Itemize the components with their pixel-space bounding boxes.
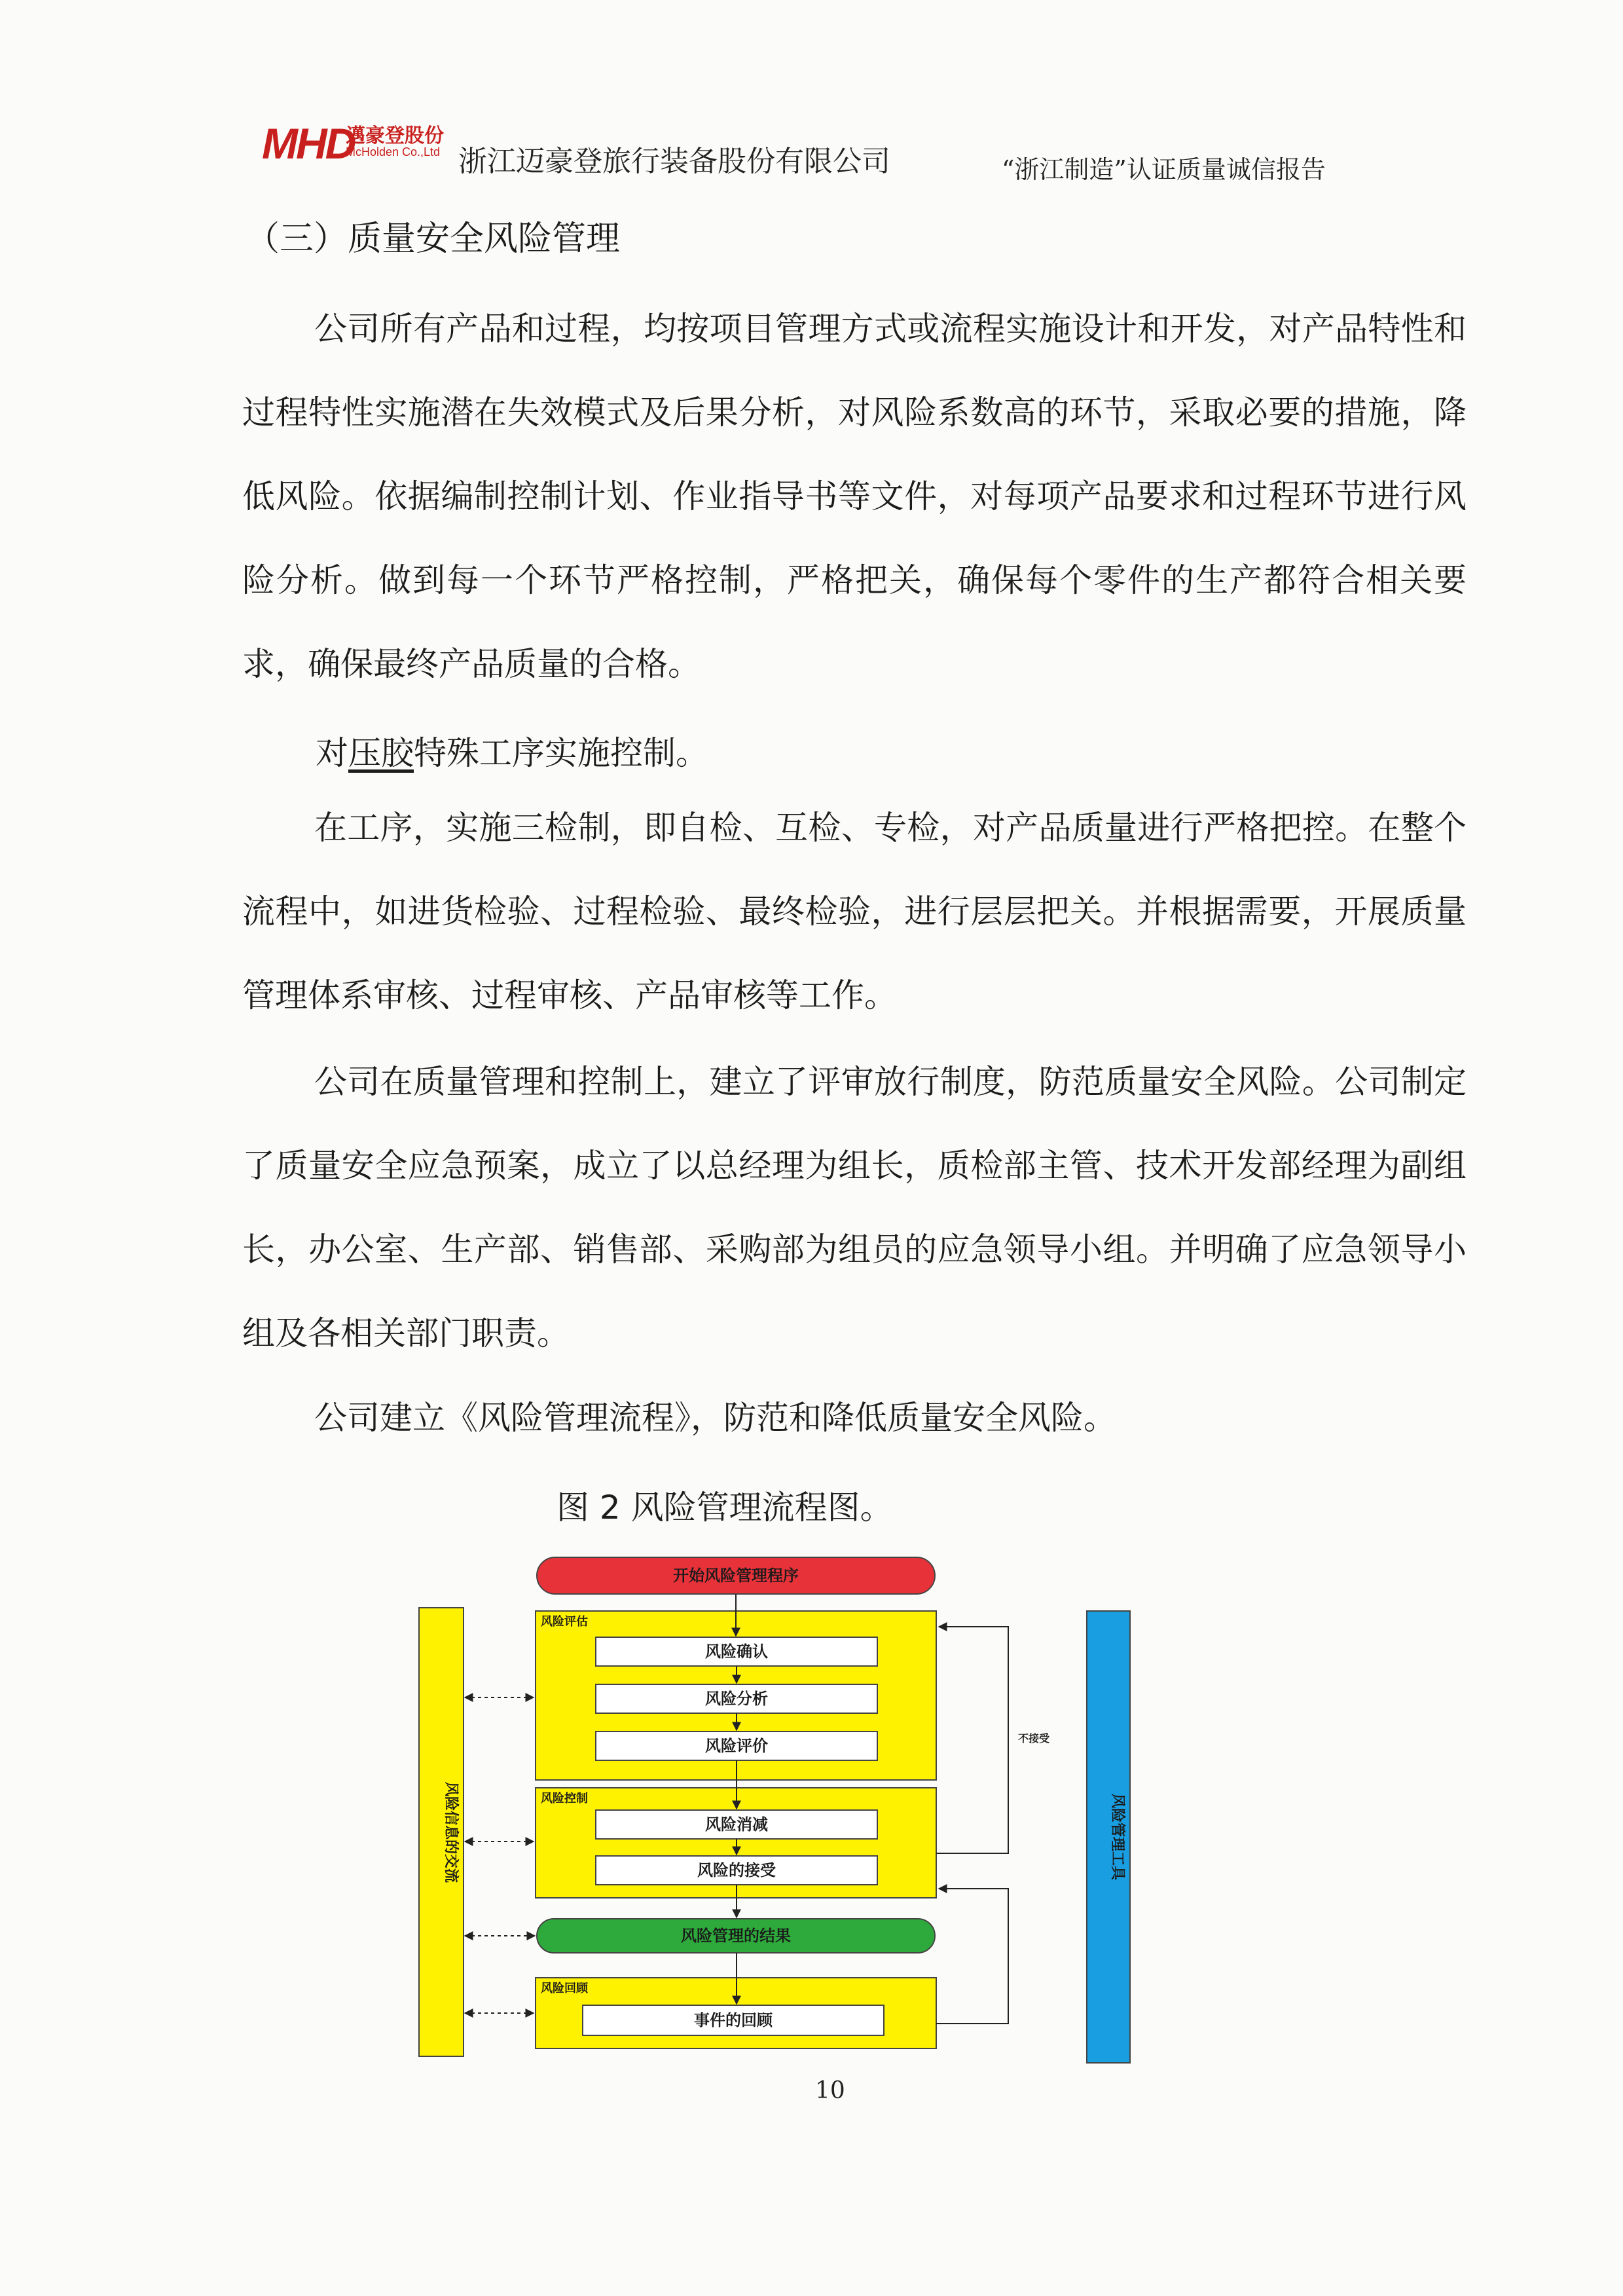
start-node-label: 开始风险管理程序 xyxy=(673,1566,799,1585)
paragraph-special-process-post: 特殊工序实施控制。 xyxy=(414,734,708,772)
paragraph-three-inspections: 在工序，实施三检制，即自检、互检、专检，对产品质量进行严格把控。在整个流程中，如进货检验、过程检验、最终检验，进行层层把关。并根据需要，开展质量管理体系审核、过程审核、产品审核等工作。 xyxy=(242,809,1467,1014)
risk-management-flowchart xyxy=(393,1546,1244,2083)
pressing-glue-term: 压胶 xyxy=(348,734,414,772)
logo-english-name: McHolden Co.,Ltd xyxy=(346,145,441,158)
risk-analyze-label: 风险分析 xyxy=(705,1690,768,1708)
paragraph-special-process xyxy=(316,727,708,774)
section-title: （三）质量安全风险管理 xyxy=(246,219,621,259)
result-node-label: 风险管理的结果 xyxy=(681,1927,791,1945)
not-accepted-loop xyxy=(936,1627,1008,2024)
risk-identify-label: 风险确认 xyxy=(705,1642,768,1661)
event-review-label: 事件的回顾 xyxy=(694,2011,773,2029)
communication-connectors xyxy=(465,1697,535,2013)
paragraph-special-process-pre: 对 xyxy=(316,734,348,772)
risk-reduce-label: 风险消减 xyxy=(705,1815,768,1834)
not-accepted-label: 不接受 xyxy=(1018,1732,1050,1745)
page-header xyxy=(262,110,1414,182)
communication-bar-label: 风险信息的交流 xyxy=(443,1781,459,1883)
page-number: 10 xyxy=(815,2077,845,2104)
risk-accept-label: 风险的接受 xyxy=(697,1861,776,1879)
paragraph-risk-process: 公司建立《风险管理流程》，防范和降低质量安全风险。 xyxy=(314,1399,1116,1437)
company-name: 浙江迈豪登旅行装备股份有限公司 xyxy=(458,145,890,178)
paragraph-risk-analysis: 公司所有产品和过程，均按项目管理方式或流程实施设计和开发，对产品特性和过程特性实施潜在失效模式及后果分析，对风险系数高的环节，采取必要的措施，降低风险。依据编制控制计划、作业指导书等文件，对每项产品要求和过程环节进行风险分析。做到每一个环节严格控制，严格把关，确保每个零件的生产都符合相关要求，确保最终产品质量的合格。 xyxy=(242,310,1467,683)
logo-mark: MHD xyxy=(262,119,355,168)
company-logo xyxy=(262,117,458,169)
figure-caption: 图 2 风险管理流程图。 xyxy=(556,1489,893,1527)
logo-chinese-name: 邁豪登股份 xyxy=(346,124,444,147)
report-title: “浙江制造”认证质量诚信报告 xyxy=(1002,155,1326,184)
risk-control-title: 风险控制 xyxy=(541,1792,588,1805)
risk-tools-bar-label: 风险管理工具 xyxy=(1109,1793,1125,1881)
risk-evaluate-label: 风险评价 xyxy=(705,1737,768,1755)
risk-review-title: 风险回顾 xyxy=(541,1982,588,1995)
risk-assessment-title: 风险评估 xyxy=(541,1615,588,1629)
paragraph-emergency-plan: 公司在质量管理和控制上，建立了评审放行制度，防范质量安全风险。公司制定了质量安全应急预案，成立了以总经理为组长，质检部主管、技术开发部经理为副组长，办公室、生产部、销售部、采购部为组员的应急领导小组。并明确了应急领导小组及各相关部门职责。 xyxy=(242,1063,1467,1352)
